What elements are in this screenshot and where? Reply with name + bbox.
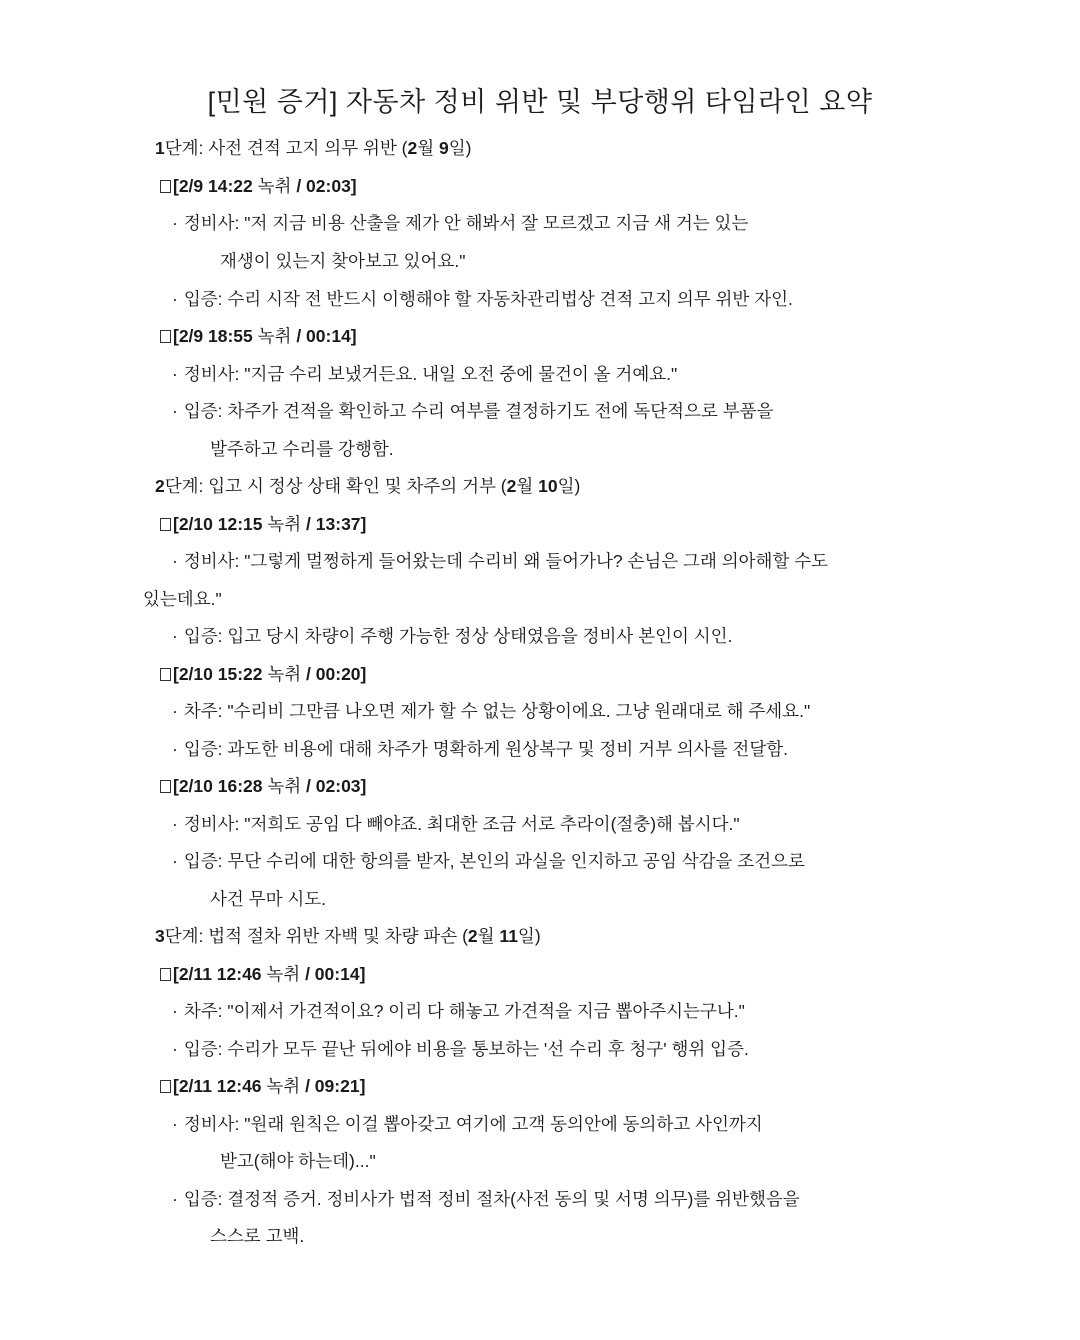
stage-label: 단계 xyxy=(164,926,199,946)
day-unit: 일) xyxy=(517,926,541,946)
stage-name: : 사전 견적 고지 의무 위반 ( xyxy=(198,138,408,158)
proof-label: 입증: xyxy=(183,851,223,871)
stage-date-day: 10 xyxy=(538,476,558,496)
proof-label: 입증: xyxy=(183,1189,223,1209)
entry-header xyxy=(160,175,357,197)
bullet-item xyxy=(172,850,805,872)
proof-text: 수리 시작 전 반드시 이행해야 할 자동차관리법상 견적 고지 의무 위반 자인. xyxy=(222,289,793,309)
quote-text: "지금 수리 보냈거든요. 내일 오전 중에 물건이 올 거예요." xyxy=(239,364,678,384)
bullet-continuation: 사건 무마 시도. xyxy=(210,889,327,909)
checkbox-icon xyxy=(160,780,171,793)
stage-label: 단계 xyxy=(164,138,199,158)
bullet-icon: · xyxy=(172,551,178,571)
bullet-continuation: 발주하고 수리를 강행함. xyxy=(210,439,394,459)
bullet-item xyxy=(172,1188,800,1210)
bullet-icon: · xyxy=(172,213,178,233)
speaker-label: 차주: xyxy=(183,701,223,721)
bullet-item xyxy=(172,288,793,310)
stage-date-day: 9 xyxy=(438,138,449,158)
bullet-icon: · xyxy=(172,1114,178,1134)
entry-timestamp: / 00:20] xyxy=(301,664,367,684)
bullet-icon: · xyxy=(172,814,178,834)
checkbox-icon xyxy=(160,1080,171,1093)
bullet-item xyxy=(172,400,773,422)
stage-number: 2 xyxy=(155,476,165,496)
entry-datetime: [2/9 18:55 xyxy=(173,326,258,346)
stage-label: 단계 xyxy=(164,476,199,496)
stage-2-heading xyxy=(155,475,580,497)
proof-text: 과도한 비용에 대해 차주가 명확하게 원상복구 및 정비 거부 의사를 전달함. xyxy=(222,739,789,759)
entry-timestamp: / 13:37] xyxy=(301,514,367,534)
bullet-icon: · xyxy=(172,1189,178,1209)
entry-timestamp: / 09:21] xyxy=(300,1076,366,1096)
bullet-icon: · xyxy=(172,1001,178,1021)
proof-label: 입증: xyxy=(183,626,223,646)
bullet-continuation: 재생이 있는지 찾아보고 있어요." xyxy=(220,251,466,271)
stage-name: : 법적 절차 위반 자백 및 차량 파손 ( xyxy=(198,926,468,946)
month-unit: 월 xyxy=(417,138,439,158)
bullet-icon: · xyxy=(172,626,178,646)
bullet-item xyxy=(172,738,788,760)
entry-timestamp: / 02:03] xyxy=(301,776,367,796)
bullet-item xyxy=(172,1113,763,1135)
proof-label: 입증: xyxy=(183,289,223,309)
entry-timestamp: / 00:14] xyxy=(300,964,366,984)
day-unit: 일) xyxy=(557,476,581,496)
stage-number: 1 xyxy=(155,138,165,158)
bullet-item xyxy=(172,625,732,647)
entry-header xyxy=(160,513,366,535)
entry-timestamp: / 00:14] xyxy=(291,326,357,346)
bullet-item xyxy=(172,700,810,722)
speaker-label: 정비사: xyxy=(183,814,240,834)
entry-datetime: [2/9 14:22 xyxy=(173,176,258,196)
bullet-item xyxy=(172,550,828,572)
day-unit: 일) xyxy=(448,138,472,158)
bullet-icon: · xyxy=(172,851,178,871)
checkbox-icon xyxy=(160,668,171,681)
month-unit: 월 xyxy=(477,926,500,946)
checkbox-icon xyxy=(160,968,171,981)
proof-label: 입증: xyxy=(183,739,223,759)
bullet-icon: · xyxy=(172,401,178,421)
checkbox-icon xyxy=(160,330,171,343)
entry-datetime: [2/10 12:15 xyxy=(173,514,268,534)
bullet-icon: · xyxy=(172,739,178,759)
proof-text: 무단 수리에 대한 항의를 받자, 본인의 과실을 인지하고 공임 삭감을 조건으로 xyxy=(222,851,805,871)
speaker-label: 정비사: xyxy=(183,364,240,384)
proof-label: 입증: xyxy=(183,401,223,421)
bullet-item xyxy=(172,363,677,385)
entry-header xyxy=(160,325,357,347)
stage-name: : 입고 시 정상 상태 확인 및 차주의 거부 ( xyxy=(198,476,507,496)
bullet-icon: · xyxy=(172,701,178,721)
entry-datetime: [2/10 15:22 xyxy=(173,664,268,684)
bullet-item xyxy=(172,1000,745,1022)
entry-header xyxy=(160,663,366,685)
quote-text: "그렇게 멀쩡하게 들어왔는데 수리비 왜 들어가나? 손님은 그래 의아해할 수도 xyxy=(239,551,829,571)
entry-header xyxy=(160,775,366,797)
bullet-continuation: 받고(해야 하는데)..." xyxy=(220,1151,376,1171)
checkbox-icon xyxy=(160,518,171,531)
entry-datetime: [2/10 16:28 xyxy=(173,776,268,796)
entry-type: 녹취 xyxy=(267,514,302,534)
proof-text: 결정적 증거. 정비사가 법적 정비 절차(사전 동의 및 서명 의무)를 위반했음을 xyxy=(222,1189,800,1209)
speaker-label: 차주: xyxy=(183,1001,223,1021)
entry-header xyxy=(160,1075,365,1097)
quote-text: "이제서 가견적이요? 이리 다 해놓고 가견적을 지금 뽑아주시는구나." xyxy=(222,1001,745,1021)
document-title: [민원 증거] 자동차 정비 위반 및 부당행위 타임라인 요약 xyxy=(207,87,873,117)
speaker-label: 정비사: xyxy=(183,1114,240,1134)
entry-datetime: [2/11 12:46 xyxy=(173,964,267,984)
bullet-continuation: 있는데요." xyxy=(143,589,222,609)
bullet-icon: · xyxy=(172,364,178,384)
entry-timestamp: / 02:03] xyxy=(291,176,357,196)
speaker-label: 정비사: xyxy=(183,551,240,571)
bullet-icon: · xyxy=(172,1039,178,1059)
month-unit: 월 xyxy=(516,476,539,496)
entry-type: 녹취 xyxy=(266,1076,301,1096)
entry-type: 녹취 xyxy=(267,664,302,684)
stage-1-heading xyxy=(155,137,471,159)
proof-label: 입증: xyxy=(183,1039,223,1059)
quote-text: "수리비 그만큼 나오면 제가 할 수 없는 상황이에요. 그냥 원래대로 해 주세요." xyxy=(222,701,811,721)
quote-text: "저 지금 비용 산출을 제가 안 해봐서 잘 모르겠고 지금 새 거는 있는 xyxy=(239,213,749,233)
entry-type: 녹취 xyxy=(257,326,292,346)
proof-text: 입고 당시 차량이 주행 가능한 정상 상태였음을 정비사 본인이 시인. xyxy=(222,626,733,646)
bullet-item xyxy=(172,813,740,835)
bullet-item xyxy=(172,212,748,234)
bullet-item xyxy=(172,1038,749,1060)
stage-date-month: 2 xyxy=(467,926,478,946)
entry-header xyxy=(160,963,365,985)
entry-type: 녹취 xyxy=(267,776,302,796)
stage-date-month: 2 xyxy=(407,138,418,158)
quote-text: "저희도 공임 다 빼야죠. 최대한 조금 서로 추라이(절충)해 봅시다." xyxy=(239,814,740,834)
quote-text: "원래 원칙은 이걸 뽑아갖고 여기에 고객 동의안에 동의하고 사인까지 xyxy=(239,1114,763,1134)
stage-3-heading xyxy=(155,925,541,947)
entry-type: 녹취 xyxy=(257,176,292,196)
bullet-continuation: 스스로 고백. xyxy=(210,1226,305,1246)
checkbox-icon xyxy=(160,180,171,193)
stage-date-day: 11 xyxy=(499,926,518,946)
proof-text: 차주가 견적을 확인하고 수리 여부를 결정하기도 전에 독단적으로 부품을 xyxy=(222,401,774,421)
entry-type: 녹취 xyxy=(266,964,301,984)
proof-text: 수리가 모두 끝난 뒤에야 비용을 통보하는 '선 수리 후 청구' 행위 입증. xyxy=(222,1039,749,1059)
bullet-icon: · xyxy=(172,289,178,309)
speaker-label: 정비사: xyxy=(183,213,240,233)
stage-date-month: 2 xyxy=(506,476,517,496)
entry-datetime: [2/11 12:46 xyxy=(173,1076,267,1096)
stage-number: 3 xyxy=(155,926,165,946)
